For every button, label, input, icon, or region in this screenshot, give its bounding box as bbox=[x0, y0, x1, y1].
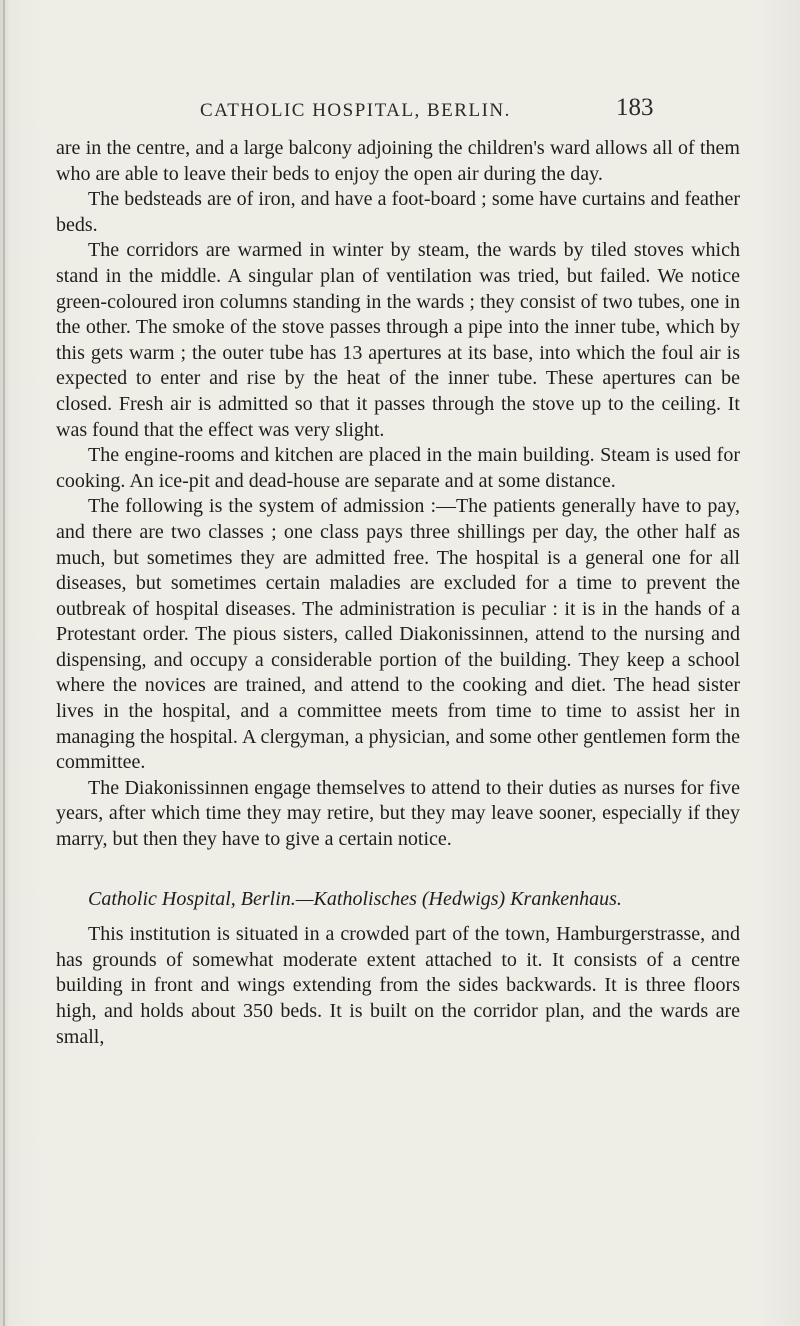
paragraph-admission: The following is the system of admission :—The patients generally have to pay, and there are two classes ; one class pays three shillings per day, the other half as much, but sometimes they are admitted free. The hospital is a general one for all diseases, but sometimes certain maladies are excluded for a time to prevent the outbreak of hospital diseases. The administration is peculiar : it is in the hands of a Protestant order. The pious sisters, called Diakonissinnen, attend to the nursing and dispensing, and occupy a considerable portion of the building. They keep a school where the novices are trained, and attend to the cooking and diet. The head sister lives in the hospital, and a committee meets from time to time to assist her in managing the hospital. A clergyman, a physician, and some other gentlemen form the committee. bbox=[56, 495, 740, 774]
page-number: 183 bbox=[616, 94, 654, 121]
section-title: Catholic Hospital, Berlin.—Katholisches (Hedwigs) Krankenhaus. bbox=[88, 887, 622, 910]
heading-gap bbox=[56, 912, 740, 922]
paragraph-corridors: The corridors are warmed in winter by steam, the wards by tiled stoves which stand in the middle. A singular plan of ventilation was tried, but failed. We notice green-coloured iron columns standing in the wards ; they consist of two tubes, one in the other. The smoke of the stove passes through a pipe into the inner tube, which by this gets warm ; the outer tube has 13 apertures at its base, into which the foul air is expected to enter and rise by the heat of the inner tube. These apertures can be closed. Fresh air is admitted so that it passes through the stove up to the ceiling. It was found that the effect was very slight. bbox=[56, 239, 740, 441]
paragraph-engine-rooms: The engine-rooms and kitchen are placed in the main building. Steam is used for cooking. An ice-pit and dead-house are separate and at some distance. bbox=[56, 444, 740, 492]
paragraph-continued: are in the centre, and a large balcony adjoining the children's ward allows all of them who are able to leave their beds to enjoy the open air during the day. bbox=[56, 137, 740, 185]
section-gap bbox=[56, 853, 740, 887]
page-body bbox=[56, 136, 740, 1050]
paragraph-bedsteads: The bedsteads are of iron, and have a foot-board ; some have curtains and feather beds. bbox=[56, 188, 740, 236]
page-spine-edge bbox=[3, 0, 5, 1326]
running-header: CATHOLIC HOSPITAL, BERLIN. bbox=[200, 100, 511, 121]
paragraph-institution: This institution is situated in a crowded part of the town, Hamburgerstrasse, and has grounds of somewhat moderate extent attached to it. It consists of a centre building in front and wings extending from the sides backwards. It is three floors high, and holds about 350 beds. It is built on the corridor plan, and the wards are small, bbox=[56, 923, 740, 1048]
paragraph-diakonissinnen: The Diakonissinnen engage themselves to attend to their duties as nurses for five years, after which time they may retire, but they may leave sooner, especially if they marry, but then they have to give a certain notice. bbox=[56, 776, 740, 851]
section-heading bbox=[56, 887, 740, 913]
